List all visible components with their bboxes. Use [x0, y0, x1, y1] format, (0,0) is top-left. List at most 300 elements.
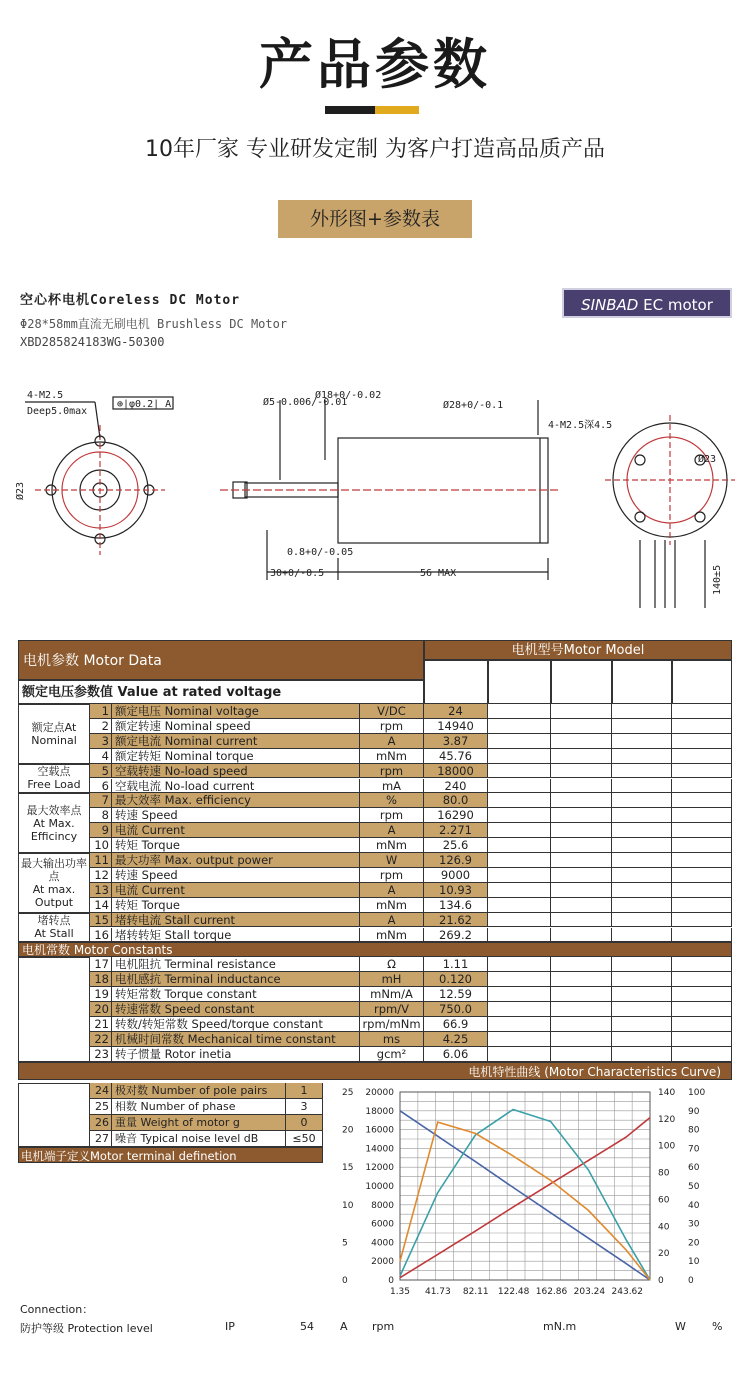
row-number: 8 [90, 808, 112, 823]
empty-cell [672, 808, 732, 823]
misc-row [18, 1131, 323, 1147]
empty-cell [612, 704, 672, 719]
left-depth: Deep5.0max [27, 406, 88, 417]
row-number: 19 [90, 987, 112, 1002]
table-header-left: 电机参数 Motor Data [18, 640, 424, 680]
row-unit: mA [360, 779, 424, 794]
end-hole [635, 455, 645, 465]
row-value: 9000 [424, 868, 488, 883]
empty-cell [551, 898, 612, 913]
empty-cell [551, 734, 612, 749]
right-axis-1-tick: 20 [658, 1249, 670, 1260]
group-label-cn: 最大效率点 [26, 803, 82, 817]
empty-cell [612, 913, 672, 928]
row-value: 1 [286, 1083, 323, 1099]
right-axis-2-tick: 0 [688, 1276, 694, 1286]
row-unit: mNm [360, 749, 424, 764]
table-row [18, 972, 732, 987]
right-axis-1-tick: 120 [658, 1114, 676, 1125]
empty-cell [551, 883, 612, 898]
left-axis-2-tick: 18000 [365, 1106, 394, 1117]
empty-cell [612, 734, 672, 749]
empty-cell [488, 1017, 551, 1032]
brand-italic: SINBAD [581, 296, 639, 314]
empty-cell [672, 838, 732, 853]
empty-cell [488, 838, 551, 853]
row-name: 极对数 Number of pole pairs [112, 1083, 286, 1099]
group-label-cn: 空载点 [37, 765, 71, 779]
row-value: 25.6 [424, 838, 488, 853]
left-diameter: Ø23 [15, 481, 26, 500]
row-number: 9 [90, 823, 112, 838]
table-row [18, 987, 732, 1002]
group-label-en: Free Load [27, 778, 81, 792]
row-unit: rpm [360, 868, 424, 883]
empty-cell [612, 853, 672, 868]
left-axis-2-tick: 2000 [371, 1257, 394, 1268]
row-unit: A [360, 883, 424, 898]
row-number: 7 [90, 793, 112, 808]
left-axis-2-tick: 8000 [371, 1200, 394, 1211]
empty-cell [612, 749, 672, 764]
shaft-length: 30+0/-0.5 [270, 568, 325, 579]
row-value: 24 [424, 704, 488, 719]
empty-cell [488, 853, 551, 868]
ip-value: 54 [300, 1320, 314, 1333]
table-row [18, 764, 732, 779]
group-label-cn: 堵转点 [37, 914, 71, 928]
group-label-en: At Max. Efficincy [30, 816, 78, 843]
left-axis-2-tick: 10000 [365, 1182, 394, 1192]
left-axis-2-tick: 6000 [371, 1219, 394, 1230]
brand-badge [562, 288, 732, 318]
row-name: 额定转矩 Nominal torque [112, 749, 360, 764]
row-unit: rpm/mNm [360, 1017, 424, 1032]
right-axis-1-tick: 40 [658, 1222, 670, 1233]
model-column [672, 660, 732, 704]
model-column [612, 660, 672, 704]
right-diameter: Ø23 [698, 454, 717, 465]
empty-cell [672, 898, 732, 913]
right-axis-1-tick: 140 [658, 1088, 676, 1098]
empty-cell [672, 1032, 732, 1047]
table-row [18, 957, 732, 972]
x-axis-tick: 82.11 [462, 1287, 489, 1297]
empty-cell [672, 987, 732, 1002]
row-name: 额定转速 Nominal speed [112, 719, 360, 734]
empty-cell [612, 1002, 672, 1017]
empty-cell [551, 853, 612, 868]
table-row [18, 913, 732, 928]
empty-cell [488, 1032, 551, 1047]
spec-title: 空心杯电机Coreless DC Motor [20, 293, 241, 308]
group-label-cn: 最大输出功率点 [21, 856, 87, 883]
empty-cell [612, 779, 672, 794]
row-unit: A [360, 913, 424, 928]
empty-cell [612, 868, 672, 883]
row-name: 空载电流 No-load current [112, 779, 360, 794]
row-name: 额定电流 Nominal current [112, 734, 360, 749]
row-number: 12 [90, 868, 112, 883]
x-axis-tick: 41.73 [424, 1287, 451, 1297]
right-axis-2-tick: 50 [688, 1182, 700, 1192]
row-name: 转速 Speed [112, 868, 360, 883]
row-value: 750.0 [424, 1002, 488, 1017]
row-number: 16 [90, 928, 112, 943]
right-axis-2-tick: 30 [688, 1219, 700, 1230]
lead-length: 140±5 [712, 564, 723, 595]
empty-cell [551, 1017, 612, 1032]
table-row [18, 1017, 732, 1032]
tagline: 10年厂家 专业研发定制 为客户打造高品质产品 [145, 137, 605, 162]
misc-row [18, 1099, 323, 1115]
left-axis-1-tick: 25 [342, 1088, 354, 1098]
empty-cell [488, 764, 551, 779]
misc-row [18, 1083, 323, 1099]
row-number: 10 [90, 838, 112, 853]
empty-cell [551, 719, 612, 734]
protection-label: 防护等级 Protection level [20, 1322, 153, 1335]
empty-cell [672, 704, 732, 719]
row-value: 4.25 [424, 1032, 488, 1047]
left-axis-1-tick: 5 [342, 1238, 348, 1249]
empty-cell [612, 972, 672, 987]
empty-cell [551, 928, 612, 943]
empty-cell [551, 704, 612, 719]
page-title: 产品参数 [259, 33, 491, 96]
step-dim: 0.8+0/-0.05 [287, 547, 354, 558]
empty-cell [612, 764, 672, 779]
boss-diameter: Ø18+0/-0.02 [315, 390, 382, 401]
empty-cell [612, 823, 672, 838]
empty-cell [488, 793, 551, 808]
row-number: 13 [90, 883, 112, 898]
row-value: 134.6 [424, 898, 488, 913]
empty-cell [672, 883, 732, 898]
tolerance-box: ⊕|φ0.2| A [117, 399, 172, 410]
row-unit: rpm/V [360, 1002, 424, 1017]
unit-pct: % [712, 1320, 723, 1333]
empty-cell [612, 1017, 672, 1032]
empty-cell [488, 957, 551, 972]
empty-cell [612, 928, 672, 943]
empty-cell [672, 1002, 732, 1017]
row-value: 126.9 [424, 853, 488, 868]
row-value: 18000 [424, 764, 488, 779]
table-row [18, 793, 732, 808]
misc-row [18, 1115, 323, 1131]
row-number: 23 [90, 1047, 112, 1062]
empty-cell [612, 1032, 672, 1047]
row-name: 堵转转矩 Stall torque [112, 928, 360, 943]
right-axis-2-tick: 10 [688, 1257, 700, 1268]
row-name: 电机感抗 Terminal inductance [112, 972, 360, 987]
right-axis-2-tick: 60 [688, 1163, 700, 1174]
row-unit: rpm [360, 808, 424, 823]
row-number: 6 [90, 779, 112, 794]
left-axis-2-tick: 4000 [371, 1238, 394, 1249]
row-value: 16290 [424, 808, 488, 823]
table-row [18, 1002, 732, 1017]
row-value: 1.11 [424, 957, 488, 972]
row-value: 2.271 [424, 823, 488, 838]
right-axis-2-tick: 90 [688, 1106, 700, 1117]
empty-cell [488, 928, 551, 943]
table-row [18, 853, 732, 868]
empty-cell [488, 823, 551, 838]
empty-cell [551, 808, 612, 823]
empty-cell [551, 749, 612, 764]
left-axis-1-tick: 10 [342, 1200, 354, 1211]
row-value: 80.0 [424, 793, 488, 808]
left-axis-2-tick: 16000 [365, 1125, 394, 1136]
empty-cell [672, 779, 732, 794]
empty-cell [551, 1047, 612, 1062]
empty-cell [488, 972, 551, 987]
right-axis-2-tick: 40 [688, 1200, 700, 1211]
shaft-diameter: Ø5-0.006/-0.01 [263, 397, 348, 408]
group-label-cn: 额定点At [31, 720, 77, 734]
row-number: 20 [90, 1002, 112, 1017]
row-name: 电流 Current [112, 823, 360, 838]
empty-cell [672, 719, 732, 734]
empty-cell [612, 1047, 672, 1062]
empty-cell [551, 793, 612, 808]
empty-cell [488, 913, 551, 928]
spec-model: XBD285824183WG-50300 [20, 335, 165, 349]
x-axis-tick: 1.35 [389, 1287, 411, 1297]
left-axis-1-tick: 20 [342, 1125, 354, 1136]
row-name: 转数/转矩常数 Speed/torque constant [112, 1017, 360, 1032]
row-name: 电流 Current [112, 883, 360, 898]
model-column [488, 660, 551, 704]
empty-cell [672, 1047, 732, 1062]
empty-cell [488, 987, 551, 1002]
row-name: 转矩 Torque [112, 898, 360, 913]
terminal-title: 电机端子定义Motor terminal definetion [18, 1147, 323, 1163]
row-number: 14 [90, 898, 112, 913]
empty-cell [488, 734, 551, 749]
row-name: 重量 Weight of motor g [112, 1115, 286, 1131]
row-value: 3 [286, 1099, 323, 1115]
empty-cell [612, 987, 672, 1002]
row-number: 27 [90, 1131, 112, 1147]
table-row [18, 898, 732, 913]
empty-cell [488, 704, 551, 719]
empty-cell [612, 838, 672, 853]
spec-subtitle: Φ28*58mm直流无刷电机 Brushless DC Motor [20, 317, 288, 331]
empty-cell [612, 957, 672, 972]
table-row [18, 823, 732, 838]
row-unit: V/DC [360, 704, 424, 719]
row-unit: A [360, 734, 424, 749]
row-name: 相数 Number of phase [112, 1099, 286, 1115]
empty-cell [672, 957, 732, 972]
row-number: 5 [90, 764, 112, 779]
x-axis-tick: 243.62 [611, 1287, 644, 1297]
row-number: 11 [90, 853, 112, 868]
row-name: 空载转速 No-load speed [112, 764, 360, 779]
group-label-en: At Stall [34, 927, 74, 941]
empty-cell [672, 868, 732, 883]
table-row [18, 928, 732, 943]
empty-cell [551, 1002, 612, 1017]
x-axis-tick: 162.86 [535, 1287, 568, 1297]
row-unit: ms [360, 1032, 424, 1047]
row-value: 6.06 [424, 1047, 488, 1062]
body-diameter: Ø28+0/-0.1 [443, 400, 504, 411]
curve-title: 电机特性曲线 (Motor Characteristics Curve) [18, 1062, 732, 1081]
row-unit: rpm [360, 719, 424, 734]
empty-cell [551, 987, 612, 1002]
row-unit: gcm² [360, 1047, 424, 1062]
right-axis-2-tick: 80 [688, 1125, 700, 1136]
title-underline-dark [325, 106, 375, 114]
row-value: 14940 [424, 719, 488, 734]
row-unit: % [360, 793, 424, 808]
empty-cell [672, 749, 732, 764]
table-header-right: 电机型号Motor Model [424, 640, 732, 660]
end-hole [635, 512, 645, 522]
row-value: ≤50 [286, 1131, 323, 1147]
empty-cell [612, 898, 672, 913]
row-value: 12.59 [424, 987, 488, 1002]
row-number: 18 [90, 972, 112, 987]
empty-cell [672, 853, 732, 868]
row-number: 4 [90, 749, 112, 764]
section-tag: 外形图+参数表 [278, 200, 472, 238]
table-row [18, 719, 732, 734]
table-row [18, 883, 732, 898]
body-length: 56 MAX [420, 568, 457, 579]
outline-drawing [15, 380, 735, 620]
rated-title: 额定电压参数值 Value at rated voltage [18, 680, 424, 704]
row-name: 转矩 Torque [112, 838, 360, 853]
right-axis-2-tick: 70 [688, 1144, 700, 1155]
empty-cell [488, 808, 551, 823]
row-number: 17 [90, 957, 112, 972]
brand-rest: EC motor [638, 296, 713, 314]
right-axis-1-tick: 80 [658, 1168, 670, 1179]
left-axis-2-tick: 12000 [365, 1163, 394, 1174]
row-name: 额定电压 Nominal voltage [112, 704, 360, 719]
empty-cell [551, 972, 612, 987]
table-row [18, 704, 732, 719]
empty-cell [672, 734, 732, 749]
x-axis-tick: 122.48 [497, 1287, 530, 1297]
row-name: 转速 Speed [112, 808, 360, 823]
row-number: 21 [90, 1017, 112, 1032]
empty-cell [551, 868, 612, 883]
right-axis-1-tick: 0 [658, 1276, 664, 1286]
row-unit: W [360, 853, 424, 868]
empty-cell [551, 913, 612, 928]
row-value: 0 [286, 1115, 323, 1131]
row-number: 3 [90, 734, 112, 749]
table-row [18, 868, 732, 883]
row-unit: mNm/A [360, 987, 424, 1002]
row-value: 66.9 [424, 1017, 488, 1032]
row-name: 机械时间常数 Mechanical time constant [112, 1032, 360, 1047]
table-row [18, 734, 732, 749]
left-axis-2-tick: 0 [388, 1276, 394, 1286]
empty-cell [551, 823, 612, 838]
connection-label: Connection： [20, 1303, 94, 1316]
group-label-en: At max. Output [32, 882, 76, 909]
row-value: 45.76 [424, 749, 488, 764]
empty-cell [551, 1032, 612, 1047]
x-axis-tick: 203.24 [573, 1287, 606, 1297]
row-unit: Ω [360, 957, 424, 972]
row-value: 0.120 [424, 972, 488, 987]
row-number: 25 [90, 1099, 112, 1115]
row-unit: mNm [360, 838, 424, 853]
empty-cell [488, 749, 551, 764]
row-name: 最大效率 Max. efficiency [112, 793, 360, 808]
table-row [18, 749, 732, 764]
left-axis-1-tick: 15 [342, 1163, 354, 1174]
row-unit: mNm [360, 928, 424, 943]
protection-row [20, 1320, 740, 1336]
table-row [18, 1032, 732, 1047]
empty-cell [488, 1047, 551, 1062]
empty-cell [551, 779, 612, 794]
end-hole [695, 512, 705, 522]
empty-cell [488, 898, 551, 913]
ip-label: IP [225, 1320, 235, 1333]
unit-mnm: mN.m [543, 1320, 577, 1333]
row-value: 21.62 [424, 913, 488, 928]
row-unit: rpm [360, 764, 424, 779]
empty-cell [488, 779, 551, 794]
empty-cell [612, 793, 672, 808]
model-column [424, 660, 488, 704]
empty-cell [612, 719, 672, 734]
empty-cell [672, 913, 732, 928]
empty-cell [488, 719, 551, 734]
row-number: 26 [90, 1115, 112, 1131]
empty-cell [672, 928, 732, 943]
empty-cell [551, 764, 612, 779]
right-axis-2-tick: 100 [688, 1088, 706, 1098]
empty-cell [672, 793, 732, 808]
table-row [18, 779, 732, 794]
table-row [18, 838, 732, 853]
characteristics-chart [330, 1080, 730, 1310]
table-row [18, 808, 732, 823]
empty-cell [551, 838, 612, 853]
empty-cell [672, 1017, 732, 1032]
right-axis-1-tick: 60 [658, 1195, 670, 1206]
empty-cell [672, 972, 732, 987]
empty-cell [551, 957, 612, 972]
row-value: 3.87 [424, 734, 488, 749]
row-name: 电机阻抗 Terminal resistance [112, 957, 360, 972]
group-label-en: Nominal [31, 733, 77, 747]
row-name: 堵转电流 Stall current [112, 913, 360, 928]
empty-cell [612, 883, 672, 898]
row-name: 转矩常数 Torque constant [112, 987, 360, 1002]
row-value: 10.93 [424, 883, 488, 898]
row-number: 2 [90, 719, 112, 734]
right-axis-1-tick: 100 [658, 1141, 676, 1152]
unit-a: A [340, 1320, 348, 1333]
left-axis-1-tick: 0 [342, 1276, 348, 1286]
table-row [18, 1047, 732, 1062]
empty-cell [488, 883, 551, 898]
left-callout: 4-M2.5 [27, 390, 64, 401]
left-axis-2-tick: 20000 [365, 1088, 394, 1098]
